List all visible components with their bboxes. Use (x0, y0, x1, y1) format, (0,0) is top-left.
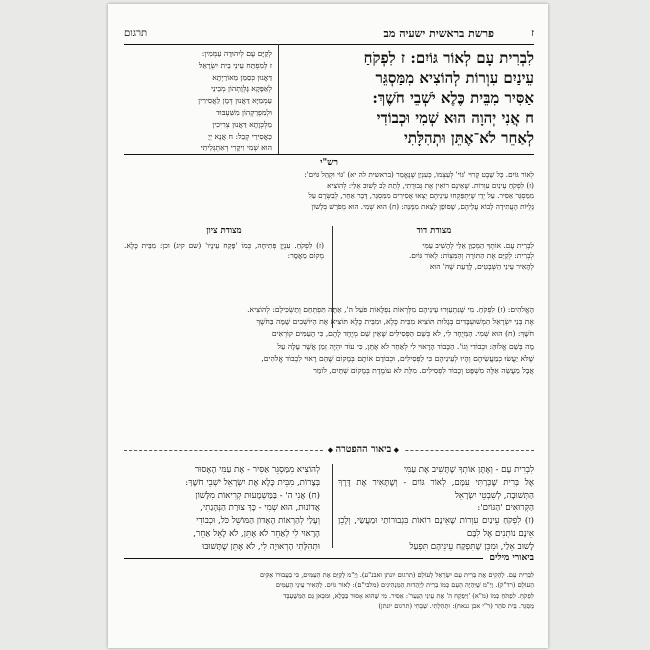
targum-line: וּלְמִפְרַקְהוֹן מִשִּׁעְבּוּד (216, 107, 272, 117)
david-line: לְבְרִית: לְקַיֵּם אֶת הַתּוֹרָה וְהַמִּצְוֹת: לְאוֹר גּוֹיִם. (408, 251, 534, 261)
biur-line: לָשׁוּב אֵלַי, וּמִכֵּן שֶׁתִּפְקַח עֵינֵיהֶם תִּפְעַל (409, 541, 534, 552)
section-rule (124, 558, 534, 559)
rashi-commentary (124, 170, 534, 212)
biur-right-column (338, 464, 534, 554)
targum-line: לְאַפָּקָא גָּלְוָתְהוֹן מְבֵינֵי (210, 84, 272, 94)
metzudat-tziyon-heading: מצודת ציון (206, 226, 242, 236)
verse-text (286, 48, 534, 148)
verse-line: אַסִּיר מִבֵּית כֶּלֶא יֹשְׁבֵי חֹשֶׁךְ: (372, 89, 534, 107)
david-line: שֶׁלֹּא יַעֲשׂוּ כְמַעֲשֵׂיהֶם וְהָיוּ לְעֵינֵיהֶם כִּי לַפְּסִילִים, וּכְבוֹדָם אוֹתָם בְּמָקוֹם שֶׁהֵם רָאוּי לִכְבוֹד אֱלֹהִים, (261, 353, 534, 363)
column-divider (278, 44, 279, 154)
verse-line: לְאַחֵר לֹא־אֶתֵּן וּתְהִלָּתִי (403, 129, 534, 147)
biur-line: (ח) אֲנִי ה' - בַּמַּשְׁמָעוּת קְרִיאוֹת מִלָּשׁוֹן (195, 490, 320, 501)
rashi-heading: רש"י (124, 154, 534, 168)
biur-line: (ז) לִפְקֹחַ עֵינַיִם עִוְרוֹת שֶׁאֵינָם רוֹאוֹת בִּגְבוּרוֹתַי וּמַעֲשַׂי, וְלָכֵן אֵינָם נוֹתְנִים אֶל לִבָּם (338, 516, 534, 539)
biur-line: הַקְּרוּאִים 'הַגּוֹיִם': (477, 503, 534, 514)
metzudat-david-column (334, 226, 534, 272)
milim-line: הָעוֹלָם (רד"ק). וְיֵ"מ שֶׁיִּהְיֶה הָעָם כְּמוֹ בְרִית לְיַהֲדוּת הַמַּנְהִיגִים (מלבי"ם): לְאוֹר גּוֹיִם. לְהָאִיר עֵינֵי הָעַמִּים (275, 581, 534, 590)
david-line: אֲבָל מַעֲשֵׂה אֵלֶּה מִשְׁפָּט וְכָבוֹד לִפְסִילִים. מִלַּת לֹא עוֹמֶדֶת בְּמָקוֹם שְׁתַּיִם, לוֹמַר (313, 366, 534, 376)
biur-haftara-title (323, 444, 404, 455)
book-page (108, 4, 548, 648)
column-divider (332, 464, 333, 548)
diamond-icon: ◆ (327, 445, 336, 454)
targum-line: כַּאֲסִירֵי קְבַל: ח אֲנָא יְיָ (208, 131, 272, 141)
biur-line: וְעָלַי לְהַרְאוֹת הָאָדוֹן הַמּוֹשֵׁל כֹּל, וּכְבוֹדִי (196, 516, 320, 527)
biurei-milim-text (124, 570, 534, 612)
biur-line: וּתְהִלָּתִי הָרְאוּיָה לִי, לֹא אֶתֵּן שֶׁתָּשׁוּבוּ (202, 541, 320, 552)
biur-haftara (124, 464, 534, 550)
biurei-milim-heading (124, 552, 534, 564)
milim-line: לִפְקֹחַ. לִפְתֹּחַ כְּמוֹ (מ"א) 'וַיִּפְקַח ה' אֶת עֵינֵי הַנַּעַר': אַסִּיר. מִי שֶׁהוּא אָסוּר בַּכֶּלֶא, וּמִכָּאן גַּם הַמְּשֻׁעְבָּד (283, 591, 534, 600)
biur-line: לְהוֹצִיא מִמַּסְגֵּר אַסִּיר - אֶת עַמִּי הָאָסוּר (194, 465, 320, 475)
targum-line: הוּא שְׁמִי וִיקָרִי דְאִתְגְּלֵיתִי (200, 143, 272, 153)
metzudat-david-continuation (124, 304, 534, 377)
david-line: מָה בְּשֵׁם אֱלוֹהַּ: וּכְבוֹדִי וְגוֹ'. הַכָּבוֹד הָרָאוּי לִי לְאַחֵר לֹא אֶתֵּן, כִּי עוֹד יִהְיֶה זְמַן אֲשֶׁר עָלָה עַל (277, 341, 534, 351)
targum-line: מַלְכְּוָתָא דַּאֲנוּן צְרִיכִין (212, 119, 272, 129)
metzudat-tziyon-column (124, 226, 324, 262)
rashi-line: גָּלֻיּוֹת הָעֲתִידָה לָבוֹא עֲלֵיהֶם, שֶׁסּוֹפָן לָצֵאת מִמֶּנָּה: (ח) הוּא שְׁמִי. הוּא מְפֹרָשׁ בְּלָשׁוֹן (311, 201, 534, 211)
david-line: אֶת בְּנֵי יִשְׂרָאֵל הַמְּשׁוּעְבָּדִים בְּגָלוּת תּוֹצִיא מִבֵּית כֶּלֶא, וּמִבֵּית כֶּלֶא תּוֹצִיא אֶת הַיּוֹשְׁבִים שָׁמָּה בַּחֹשֶׁךְ (256, 317, 534, 327)
milim-line: מַסְגֵּר. בֵּית סֹהַר (ר"י אבן גנאח): וּתְהִלָּתִי. שְׁבָחִי (תרגום יונתן) (378, 602, 534, 611)
biur-line: הָרָאוּי לִי לְאַחֵר לֹא אֶתֵּן, לֹא לָאֵל אַחֵר, (193, 528, 320, 539)
milim-line: לִבְרִית עָם. לְהָקִים אֶת בְּרִית עַם יִשְׂרָאֵל לְעוֹלָם (תרגום יונתן ואבנ"ע). וְיֵ"מ לְקַיֵּם אֶת הָעַמִּים, כִּי בַעֲבוּרוֹ אַקִּים (259, 571, 534, 579)
parsha-title: פרשת בראשית ישעיה מב (383, 27, 494, 40)
targum-line: לְקַיָּם עָם לְיִהוּדָה עַמְּמִין: (201, 49, 272, 58)
david-line: לְהָאִיר עֵינֵי הַשְּׁבָטִים, לָדַעַת שֶׁהּ' הוּא (429, 261, 534, 271)
metzudat-david-heading: מצודת דוד (416, 226, 452, 236)
targum-line: עַמְמַיָּא דַּאֲנוּן דְּמָן לַאֲסִירִין (198, 96, 272, 106)
diamond-icon: ◆ (391, 445, 399, 454)
tziyon-text: (ז) לִפְקֹחַ. עִנְיָן פְּתִיחָה, כְּמוֹ 'פָּקַח עֵינָיו' (שם קיג) וכן: מִבֵּית כֶּלֶא. מְקוֹם מַאֲסָר: (124, 240, 324, 261)
biur-line: בְּצָרוֹת, מִבֵּית כֶּלֶא אֶת יִשְׂרָאֵל יֹשְׁבֵי חֹשֶׁךְ: (185, 477, 320, 488)
verse-line: לִבְרִית עָם לְאוֹר גּוֹיִם: ז לִפְקֹחַ (363, 49, 534, 67)
biur-line: אֶל בְּרִית שֶׁכְּרַתִּי עִמָּם, לְאוֹר גּוֹיִם - וְשֶׁתָּאִיר אֶת דֶּרֶךְ הַתְּשׁוּבָה, לְשִׁבְטֵי יִשְׂרָאֵל (338, 477, 534, 501)
targum-line: ז לְמִפְתַּח עֵינֵי בֵית יִשְׂרָאֵל (198, 60, 272, 70)
verse-line: ח אֲנִי יְהוָה הוּא שְׁמִי וּכְבוֹדִי (376, 109, 534, 127)
targum-line: דַּאֲנוּן כְּסַמַּן מֵאוֹרַיְתָא (212, 72, 272, 82)
rashi-line: לְאוֹר גּוֹיִם. כָּל שֵׁבֶט קָרוּי 'גּוֹי' לְעַצְמוֹ, כְּעִנְיַן שֶׁנֶּאֱמַר (בראשית לה יא) 'גּוֹי וּקְהַל גּוֹיִם': (304, 170, 534, 179)
targum-heading: תרגום (124, 28, 148, 39)
david-line: חֹשֶׁךְ: (ח) הוּא שְׁמִי. הַמְּיֻחָד לִי, לֹא כְּשֵׁם הַפְּסִילִים שֶׁאֵין שֵׁם מְיֻחָד לָהֶם, כִּי הָעַמִּים קוֹרְאִים (271, 329, 534, 339)
david-line: לִבְרִית עָם. אוֹתְךָ הַמְּכַוֵּן אֵלַי לְהָשִׁיב עַמִּי (422, 240, 534, 250)
rashi-line: מִמַּסְגֵּר אַסִּיר. עַל יְדֵי שֶׁיִּתְפַּקְחוּ עֵינֵיהֶם יֵצְאוּ אֲסִירִים מִמַּסְגֵּר, דָּבָר אַחֵר, לְבַשְּׂרָם עַל (308, 191, 534, 201)
david-line: הָאֱלֹהִים: (ז) לִפְקֹחַ. מִי שֶׁנִּתְעַוְּרוּ עֵינֵיהֶם מִלְּרְאוֹת נִפְלָאוֹת פֹּעַל ה', אַתָּה תִּפְתְּחֵם וְתַשְׂכִּילֵם: לְהוֹצִיא. (247, 305, 534, 314)
biur-title-text: ביאור ההפטרה (335, 444, 392, 455)
targum-column (124, 48, 272, 154)
rashi-line: (ז) לִפְקֹחַ עֵינַיִם עִוְרוֹת. שֶׁאֵינָם רוֹאִין אֶת גְּבוּרָתִי, לְתֵת לֵב לָשׁוּב אֵלַי: לְהוֹצִיא (327, 180, 534, 190)
biur-left-column (124, 464, 320, 554)
biur-line: אֲדוֹנוּת, הוּא שְׁמִי - כָּךְ צוּרַת הַנְּהָגַתִי, (200, 503, 320, 514)
biurei-milim-title: ביאורי מילים (483, 552, 534, 563)
biur-line: לִבְרִית עָם - וְאֶתֶּן אוֹתְךָ שֶׁתָּשִׁיב אֶת עַמִּי (403, 465, 534, 475)
page-number: ז (531, 28, 534, 39)
running-header (124, 26, 534, 45)
biur-haftara-heading (124, 444, 534, 458)
verse-line: עֵינַיִם עִוְרוֹת לְהוֹצִיא מִמַּסְגֵּר (375, 69, 534, 87)
